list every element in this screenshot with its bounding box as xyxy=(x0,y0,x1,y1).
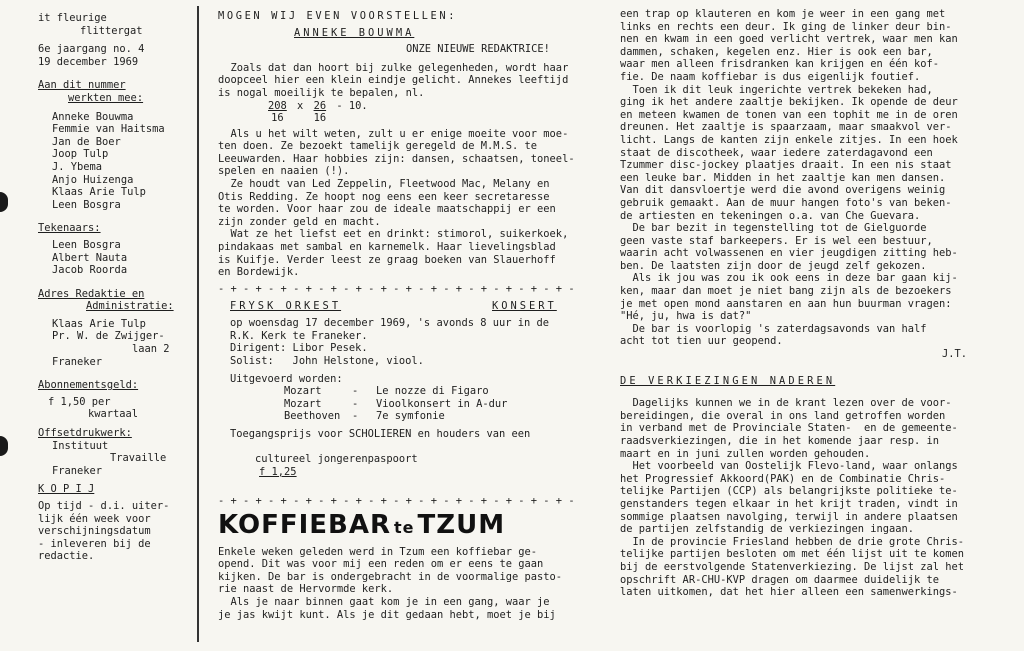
article-signature: J.T. xyxy=(942,348,968,361)
article-line: genstanders tegen elkaar in het krijt traden, vindt in xyxy=(620,497,958,510)
article-line: pindakaas met sambal en karnemelk. Haar lievelingsblad xyxy=(218,240,556,253)
printing-heading: Offsetdrukwerk: xyxy=(38,427,132,440)
formula-tail: - 10. xyxy=(336,99,368,112)
subscription-price: f 1,50 per xyxy=(48,395,111,408)
concert-line: R.K. Kerk te Franeker. xyxy=(230,329,368,342)
address-heading: Administratie: xyxy=(86,300,174,313)
formula-numerator: 208 xyxy=(268,99,287,112)
article-line: laten uitkomen, dat het hier alleen een samenwerkings- xyxy=(620,586,958,599)
program-item xyxy=(284,410,594,423)
koffiebar-logo xyxy=(218,510,594,543)
contributors-section xyxy=(38,79,188,211)
elections-article xyxy=(620,397,1002,599)
program-item xyxy=(284,398,594,411)
article-line: Van dit dansvloertje werd die avond overigens weinig xyxy=(620,184,946,197)
article-line: ken, maar dan moet je niet bang zijn als de bezoekers xyxy=(620,285,952,298)
orchestra-heading: FRYSK ORKEST xyxy=(230,300,342,313)
program-composer: Mozart xyxy=(284,397,322,410)
article-line: Leeuwarden. Haar hobbies zijn: dansen, schaatsen, toneel- xyxy=(218,152,575,165)
contributor-name: Femmie van Haitsma xyxy=(52,123,165,136)
masthead-line: flittergat xyxy=(80,24,143,37)
masthead xyxy=(38,12,188,37)
article-line: Dagelijks kunnen we in de krant lezen over de voor- xyxy=(620,397,952,410)
contributors-heading: werkten mee: xyxy=(68,91,144,104)
article-line: zijn zonder geld en macht. xyxy=(218,215,381,228)
article-line: kijken. De bar is ondergebracht in de voormalige pasto- xyxy=(218,570,563,583)
program-heading: Uitgevoerd worden: xyxy=(230,372,343,385)
printing-line: Franeker xyxy=(52,464,103,477)
contributors-heading: Aan dit nummer xyxy=(38,79,126,92)
program-composer: Beethoven xyxy=(284,410,341,423)
subscription-heading: Abonnementsgeld: xyxy=(38,379,139,392)
article-line: ten doen. Ze bezoekt tamelijk geregeld de M.M.S. te xyxy=(218,140,538,153)
drawer-name: Jacob Roorda xyxy=(52,264,128,277)
program-list xyxy=(218,385,594,423)
article-subtitle: ANNEKE BOUWMA xyxy=(294,26,415,39)
contributor-name: Anjo Huizenga xyxy=(52,173,134,186)
article-title: MOGEN WIJ EVEN VOORSTELLEN: xyxy=(218,10,458,22)
issue-volume: 6e jaargang no. 4 xyxy=(38,43,145,56)
copy-section xyxy=(38,483,188,563)
masthead-line: it fleurige xyxy=(38,12,107,24)
copy-line: Op tijd - d.i. uiter- xyxy=(38,500,170,512)
address-line: laan 2 xyxy=(132,343,170,356)
program-item xyxy=(284,385,594,398)
article-line: In de provincie Friesland hebben de drie grote Chris- xyxy=(620,535,965,548)
age-formula xyxy=(218,100,594,128)
logo-word: KOFFIEBAR xyxy=(218,509,391,540)
article-line: Als u het wilt weten, zult u er enige moeite voor moe- xyxy=(218,127,569,140)
article-line: Enkele weken geleden werd in Tzum een koffiebar ge- xyxy=(218,545,538,558)
intro-line: Zoals dat dan hoort bij zulke gelegenheden, wordt haar xyxy=(218,61,569,74)
drawers-heading: Tekenaars: xyxy=(38,222,101,235)
section-separator: - + - + - + - + - + - + - + - + - + - + - + - + - + - + - xyxy=(218,282,575,295)
article-subhead: ONZE NIEUWE REDAKTRICE! xyxy=(406,43,550,56)
concert-line: Solist: John Helstone, viool. xyxy=(230,355,424,368)
article-line: "Hé, ju, hwa is dat?" xyxy=(620,310,752,323)
article-line: je met open mond aanstaren en aan hun buurman vragen: xyxy=(620,297,952,310)
article-line: dreunen. Het zaaltje is spaarzaam, maar smaakvol ver- xyxy=(620,121,952,134)
contributor-name: Joop Tulp xyxy=(52,148,109,161)
article-line: maart en in juni zullen worden gehouden. xyxy=(620,447,871,460)
article-line: ging ik het andere zaaltje bekijken. Ik opende de deur xyxy=(620,96,958,109)
drawers-section xyxy=(38,222,188,276)
article-line: opend. Dit was voor mij een reden om er eens te gaan xyxy=(218,558,544,571)
formula-operator: x xyxy=(297,99,304,112)
intro-line: is nogal moeilijk te bepalen, nl. xyxy=(218,86,425,99)
printing-section xyxy=(38,427,188,477)
article-line: links en rechts een deur. Ik ging de linker deur bin- xyxy=(620,20,952,33)
article-line: staat de discotheek, waar iedere zaterdagavond een xyxy=(620,146,933,159)
concert-line: op woensdag 17 december 1969, 's avonds 8 uur in de xyxy=(230,317,550,330)
article-line: raadsverkiezingen, die in het komende jaar resp. in xyxy=(620,435,940,447)
concert-heading-row xyxy=(218,300,594,313)
article-line: een leuke bar. Midden in het zaaltje kan men dansen. xyxy=(620,171,946,184)
article-line: bij de eerstvolgende Statenverkiezing. De lijst zal het xyxy=(620,560,965,573)
article-line: nen en kwam in een goed verlicht vertrek, waar men kan xyxy=(620,33,958,46)
article-line: opschrift AR-CHU-KVP dragen om daarmee duidelijk te xyxy=(620,573,940,586)
intro-line: doopceel hier een klein eindje gelicht. Annekes leeftijd xyxy=(218,74,569,87)
contributor-name: Anneke Bouwma xyxy=(52,110,134,123)
ticket-line: Toegangsprijs voor SCHOLIEREN en houders van een xyxy=(230,428,531,441)
contributor-name: Leen Bosgra xyxy=(52,198,121,211)
address-line: Franeker xyxy=(52,355,103,368)
punch-hole-top xyxy=(0,192,8,212)
punch-hole-bottom xyxy=(0,436,8,456)
article-line: waarin acht volwassenen en vier jeugdigen zitting heb- xyxy=(620,247,958,260)
article-line: gebruik gemaakt. Aan de muur hangen foto's van beken- xyxy=(620,196,952,209)
article-line: de artiesten en tekeningen o.a. van Che Guevara. xyxy=(620,209,921,222)
formula-denominator: 16 xyxy=(313,112,327,125)
copy-heading: K O P I J xyxy=(38,483,95,496)
article-line: Het voorbeeld van Oostelijk Flevo-land, waar onlangs xyxy=(620,460,958,473)
article-line: waar men alleen frisdranken kan krijgen en één kof- xyxy=(620,58,940,71)
article-line: fie. De naam koffiebar is dus eigenlijk foutief. xyxy=(620,70,921,83)
article-line: Toen ik dit leuk ingerichte vertrek bekeken had, xyxy=(620,83,933,96)
logo-word: te xyxy=(394,517,415,537)
article-line: De bar is voorlopig 's zaterdagsavonds van half xyxy=(620,322,927,335)
program-dash: - xyxy=(352,385,359,398)
article-line: rie naast de Hervormde kerk. xyxy=(218,583,394,596)
article-line: dammen, schaken, kegelen enz. Hier is ook een bar, xyxy=(620,45,933,58)
article-line: bereidingen, die overal in ons land getroffen worden xyxy=(620,409,946,422)
issue-date: 19 december 1969 xyxy=(38,55,139,68)
article-line: en meteen kwamen de tonen van een tophit me in de oren xyxy=(620,108,958,121)
article-line: je jas kwijt kunt. Als je dit gedaan hebt, moet je bij xyxy=(218,608,556,621)
concert-heading: KONSERT xyxy=(492,300,557,313)
drawer-name: Leen Bosgra xyxy=(52,238,121,251)
article-line: ben. De laatsten zijn door de jeugd zelf gekozen. xyxy=(620,259,927,272)
address-section xyxy=(38,288,188,369)
subscription-section xyxy=(38,379,188,421)
printing-line: Travaille xyxy=(110,452,167,465)
subscription-period: kwartaal xyxy=(88,408,139,421)
address-line: Pr. W. de Zwijger- xyxy=(52,330,165,343)
program-work: Le nozze di Figaro xyxy=(376,385,489,398)
ticket-price: f 1,25 xyxy=(259,465,297,478)
printing-line: Instituut xyxy=(52,439,109,452)
article-line: de partijen zelfstandig de verkiezingen ingaan. xyxy=(620,523,915,536)
article-line: Wat ze het liefst eet en drinkt: stimorol, suikerkoek, xyxy=(218,228,569,241)
colophon-column xyxy=(38,12,188,563)
article-line: in verband met de Provinciale Staten- en de gemeente- xyxy=(620,422,958,435)
article-line: te worden. Voor haar zou de ideale maatschappij er een xyxy=(218,203,556,216)
formula-numerator: 26 xyxy=(313,99,327,112)
copy-line: - inleveren bij de xyxy=(38,537,151,550)
article-line: acht tot tien uur geopend. xyxy=(620,335,783,348)
copy-line: verschijningsdatum xyxy=(38,525,151,538)
program-work: 7e symfonie xyxy=(376,410,445,423)
address-heading: Adres Redaktie en xyxy=(38,287,145,300)
article-line: Otis Redding. Ze hoopt nog eens een keer secretaresse xyxy=(218,190,550,203)
article-line: Tzummer disc-jockey plaatjes draait. In een nis staat xyxy=(620,159,952,172)
contributors-list xyxy=(38,111,188,212)
article-line: het Progressief Akkoord(PAK) en de Combinatie Chris- xyxy=(620,472,946,485)
ticket-line: cultureel jongerenpaspoort xyxy=(255,453,418,466)
article-line: een trap op klauteren en kom je weer in een gang met xyxy=(620,8,946,20)
contributor-name: Klaas Arie Tulp xyxy=(52,186,146,199)
contributor-name: Jan de Boer xyxy=(52,135,121,148)
column-divider xyxy=(197,6,199,642)
article-line: geen vaste staf barkeepers. Er is wel een bestuur, xyxy=(620,234,933,247)
article-line: telijke partijen besloten om met één lijst uit te komen xyxy=(620,548,965,561)
article-line: en Bordewijk. xyxy=(218,266,300,279)
program-dash: - xyxy=(352,410,359,423)
koffiebar-article-continued xyxy=(620,8,1002,348)
program-composer: Mozart xyxy=(284,385,322,398)
section-separator: - + - + - + - + - + - + - + - + - + - + - + - + - + - + - xyxy=(218,495,575,507)
copy-line: redactie. xyxy=(38,550,95,563)
article-line: is Kuifje. Verder leest ze graag boeken van Slauerhoff xyxy=(218,253,556,266)
article-line: De bar bezit in tegenstelling tot de Gielguorde xyxy=(620,222,927,235)
drawer-name: Albert Nauta xyxy=(52,251,128,264)
article-line: Ze houdt van Led Zeppelin, Fleetwood Mac, Melany en xyxy=(218,177,550,190)
middle-column xyxy=(218,10,594,621)
article-line: spelen en naaien (!). xyxy=(218,165,350,178)
article-line: Als ik jou was zou ik ook eens in deze bar gaan kij- xyxy=(620,272,958,285)
concert-line: Dirigent: Libor Pesek. xyxy=(230,342,368,355)
article-line: Als je naar binnen gaat kom je in een gang, waar je xyxy=(218,595,550,608)
program-work: Vioolkonsert in A-dur xyxy=(376,397,508,410)
formula-denominator: 16 xyxy=(271,112,284,125)
elections-heading: DE VERKIEZINGEN NADEREN xyxy=(620,374,836,387)
article-line: licht. Langs de kanten zijn enkele zitjes. In een hoek xyxy=(620,133,958,146)
address-line: Klaas Arie Tulp xyxy=(52,317,146,330)
right-column xyxy=(620,8,1002,599)
contributor-name: J. Ybema xyxy=(52,160,103,173)
logo-word: TZUM xyxy=(417,509,506,540)
copy-line: lijk één week voor xyxy=(38,512,151,525)
issue-info xyxy=(38,43,188,68)
article-line: sommige plaatsen navolging, terwijl in andere plaatsen xyxy=(620,510,958,523)
program-dash: - xyxy=(352,397,359,410)
article-line: telijke Partijen (CCP) als belangrijkste politieke te- xyxy=(620,485,958,498)
